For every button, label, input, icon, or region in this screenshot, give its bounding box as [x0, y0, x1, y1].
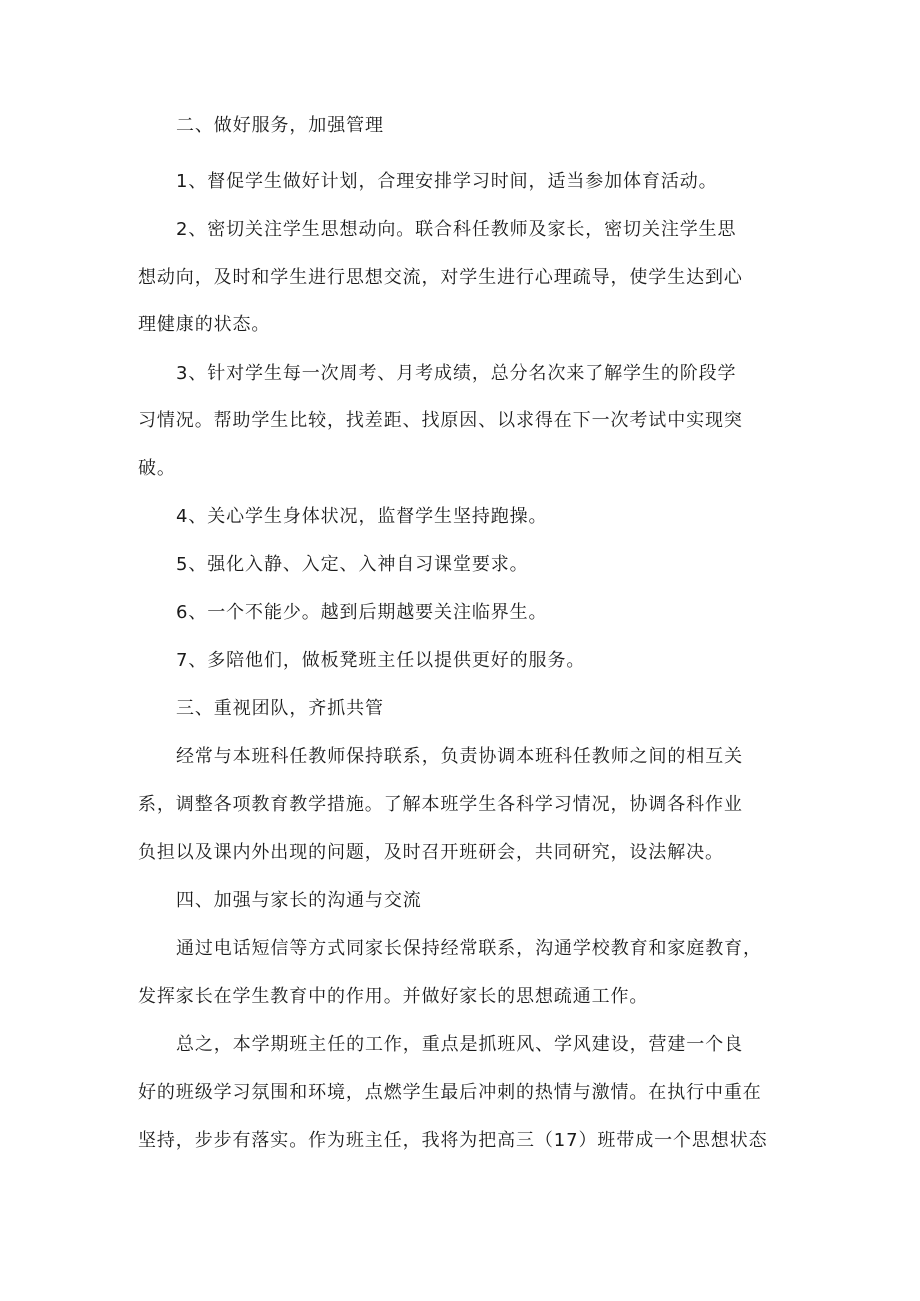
teamwork-paragraph-line-3: 负担以及课内外出现的问题，及时召开班研会，共同研究，设法解决。	[138, 842, 724, 863]
parent-paragraph-line-2: 发挥家长在学生教育中的作用。并做好家长的思想疏通工作。	[138, 986, 649, 1007]
list-item-3-line-2: 习情况。帮助学生比较，找差距、找原因、以求得在下一次考试中实现突	[138, 410, 743, 431]
list-item-3-line-1: 3、针对学生每一次周考、月考成绩，总分名次来了解学生的阶段学	[176, 363, 737, 384]
section-heading-parent-communication: 四、加强与家长的沟通与交流	[176, 890, 422, 911]
summary-paragraph-line-1: 总之，本学期班主任的工作，重点是抓班风、学风建设，营建一个良	[176, 1034, 743, 1055]
list-item-1: 1、督促学生做好计划，合理安排学习时间，适当参加体育活动。	[176, 171, 718, 192]
summary-paragraph-line-2: 好的班级学习氛围和环境，点燃学生最后冲刺的热情与激情。在执行中重在	[138, 1082, 762, 1103]
list-item-2-line-1: 2、密切关注学生思想动向。联合科任教师及家长，密切关注学生思	[176, 219, 737, 240]
section-heading-teamwork: 三、重视团队，齐抓共管	[176, 698, 384, 719]
teamwork-paragraph-line-1: 经常与本班科任教师保持联系，负责协调本班科任教师之间的相互关	[176, 746, 743, 767]
list-item-7: 7、多陪他们，做板凳班主任以提供更好的服务。	[176, 650, 586, 671]
list-item-5: 5、强化入静、入定、入神自习课堂要求。	[176, 554, 529, 575]
section-heading-service-management: 二、做好服务，加强管理	[176, 115, 384, 136]
teamwork-paragraph-line-2: 系，调整各项教育教学措施。了解本班学生各科学习情况，协调各科作业	[138, 794, 743, 815]
list-item-3-line-3: 破。	[138, 458, 176, 479]
list-item-2-line-2: 想动向，及时和学生进行思想交流，对学生进行心理疏导，使学生达到心	[138, 267, 743, 288]
list-item-2-line-3: 理健康的状态。	[138, 314, 271, 335]
list-item-6: 6、一个不能少。越到后期越要关注临界生。	[176, 602, 548, 623]
list-item-4: 4、关心学生身体状况，监督学生坚持跑操。	[176, 506, 548, 527]
parent-paragraph-line-1: 通过电话短信等方式同家长保持经常联系，沟通学校教育和家庭教育，	[176, 938, 762, 959]
summary-paragraph-line-3: 坚持，步步有落实。作为班主任，我将为把高三（17）班带成一个思想状态	[138, 1130, 768, 1151]
